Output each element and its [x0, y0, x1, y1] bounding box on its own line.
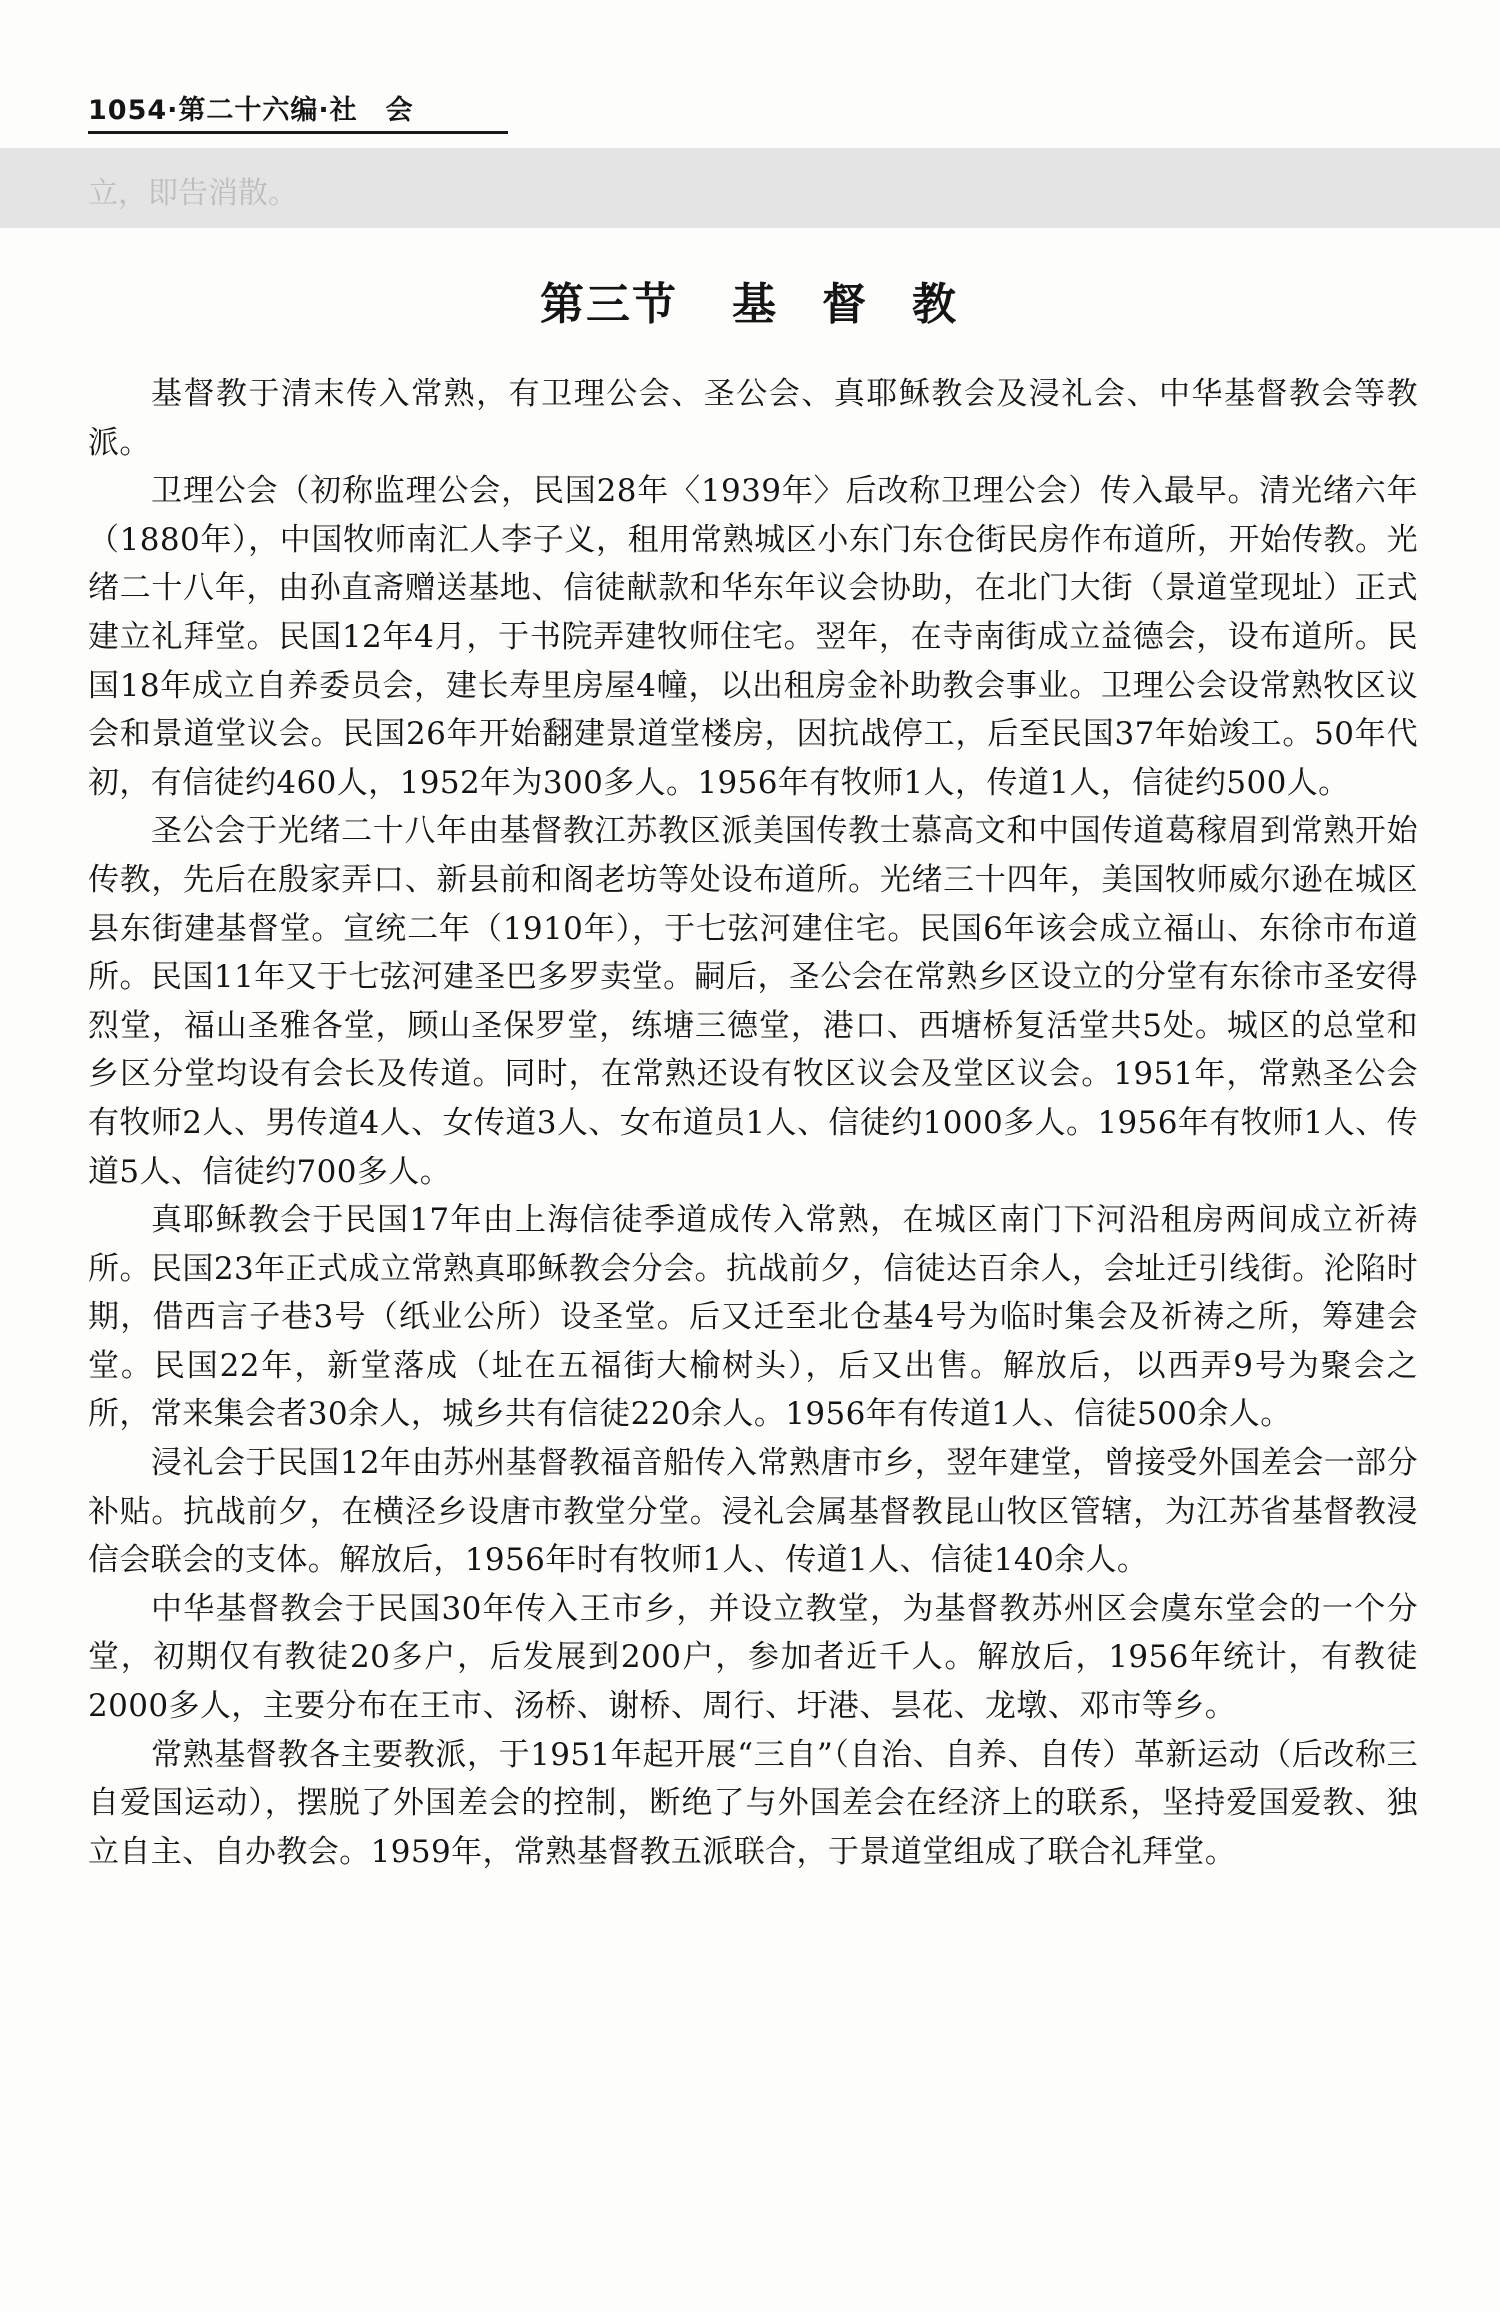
body-text	[88, 370, 1418, 1876]
paragraph-three-self-movement: 常熟基督教各主要教派，于1951年起开展“三自”（自治、自养、自传）革新运动（后改称三自爱国运动），摆脱了外国差会的控制，断绝了与外国差会在经济上的联系，坚持爱国爱教、独立自主、自办教会。1959年，常熟基督教五派联合，于景道堂组成了联合礼拜堂。	[88, 1736, 1418, 1870]
section-name: 基督教	[732, 279, 1002, 330]
paragraph-anglican: 圣公会于光绪二十八年由基督教江苏教区派美国传教士慕高文和中国传道葛稼眉到常熟开始传教，先后在殷家弄口、新县前和阁老坊等处设布道所。光绪三十四年，美国牧师威尔逊在城区县东街建基督堂。宣统二年（1910年），于七弦河建住宅。民国6年该会成立福山、东徐市布道所。民国11年又于七弦河建圣巴多罗卖堂。嗣后，圣公会在常熟乡区设立的分堂有东徐市圣安得烈堂，福山圣雅各堂，顾山圣保罗堂，练塘三德堂，港口、西塘桥复活堂共5处。城区的总堂和乡区分堂均设有会长及传道。同时，在常熟还设有牧区议会及堂区议会。1951年，常熟圣公会有牧师2人、男传道4人、女传道3人、女布道员1人、信徒约1000多人。1956年有牧师1人、传道5人、信徒约700多人。	[88, 813, 1418, 1190]
section-number: 第三节	[540, 279, 678, 330]
paragraph-intro: 基督教于清末传入常熟，有卫理公会、圣公会、真耶稣教会及浸礼会、中华基督教会等教派。	[88, 376, 1418, 461]
carryover-text: 立，即告消散。	[88, 176, 298, 211]
paragraph-baptist: 浸礼会于民国12年由苏州基督教福音船传入常熟唐市乡，翌年建堂，曾接受外国差会一部分补贴。抗战前夕，在横泾乡设唐市教堂分堂。浸礼会属基督教昆山牧区管辖，为江苏省基督教浸信会联会的支体。解放后，1956年时有牧师1人、传道1人、信徒140余人。	[88, 1445, 1418, 1579]
paragraph-methodist: 卫理公会（初称监理公会，民国28年〈1939年〉后改称卫理公会）传入最早。清光绪六年（1880年），中国牧师南汇人李子义，租用常熟城区小东门东仓街民房作布道所，开始传教。光绪二十八年，由孙直斋赠送基地、信徒献款和华东年议会协助，在北门大街（景道堂现址）正式建立礼拜堂。民国12年4月，于书院弄建牧师住宅。翌年，在寺南街成立益德会，设布道所。民国18年成立自养委员会，建长寿里房屋4幢，以出租房金补助教会事业。卫理公会设常熟牧区议会和景道堂议会。民国26年开始翻建景道堂楼房，因抗战停工，后至民国37年始竣工。50年代初，有信徒约460人，1952年为300多人。1956年有牧师1人，传道1人，信徒约500人。	[88, 473, 1418, 801]
running-head: 1054·第二十六编·社 会	[88, 88, 508, 134]
paragraph-true-jesus-church: 真耶稣教会于民国17年由上海信徒季道成传入常熟，在城区南门下河沿租房两间成立祈祷所。民国23年正式成立常熟真耶稣教会分会。抗战前夕，信徒达百余人，会址迁引线街。沦陷时期，借西言子巷3号（纸业公所）设圣堂。后又迁至北仓基4号为临时集会及祈祷之所，筹建会堂。民国22年，新堂落成（址在五福街大榆树头），后又出售。解放后，以西弄9号为聚会之所，常来集会者30余人，城乡共有信徒220余人。1956年有传道1人、信徒500余人。	[88, 1202, 1418, 1433]
section-title	[540, 268, 1002, 332]
paragraph-church-of-christ-in-china: 中华基督教会于民国30年传入王市乡，并设立教堂，为基督教苏州区会虞东堂会的一个分堂，初期仅有教徒20多户，后发展到200户，参加者近千人。解放后，1956年统计，有教徒2000多人，主要分布在王市、汤桥、谢桥、周行、圩港、昙花、龙墩、邓市等乡。	[88, 1590, 1418, 1725]
